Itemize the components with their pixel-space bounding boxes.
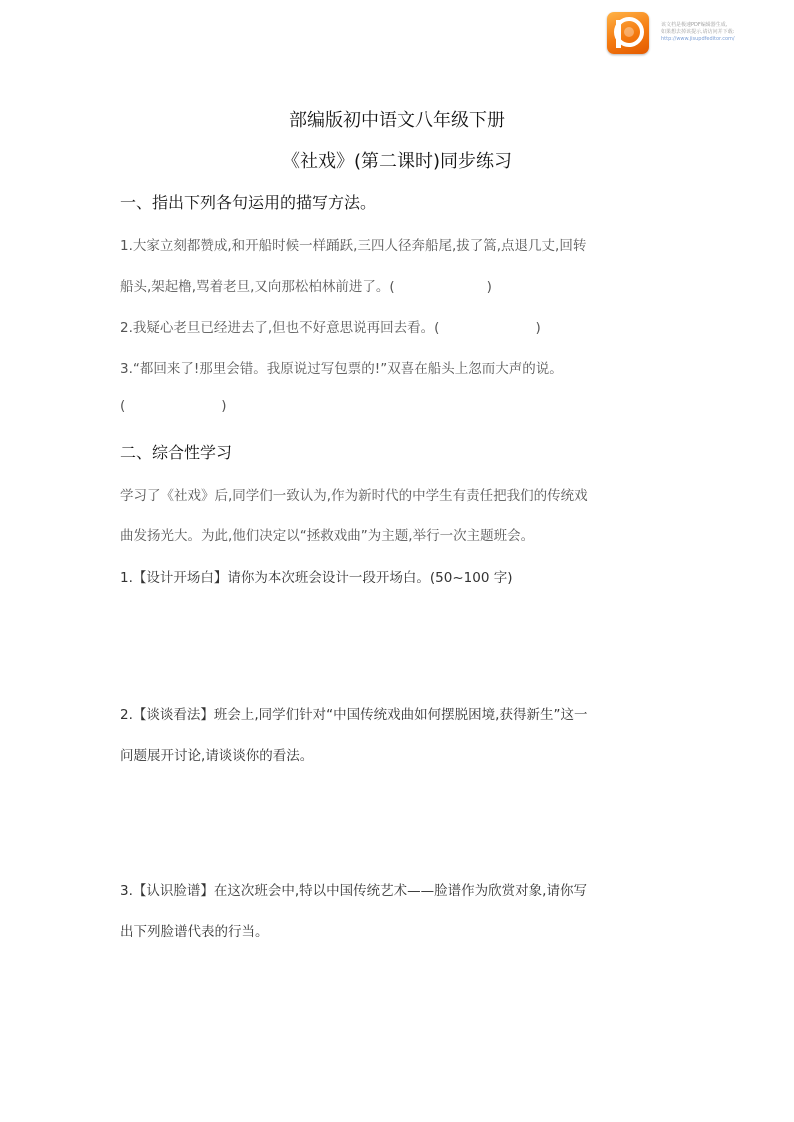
watermark-url[interactable]: http://www.jisupdfeditor.com/ [661, 36, 735, 42]
s1-question-3-line-2 [120, 398, 227, 414]
s2-question-3-line-1: 3.【认识脸谱】在这次班会中,特以中国传统艺术——脸谱作为欣赏对象,请你写 [120, 883, 587, 899]
watermark-line-1: 该文档是极速PDF编辑器生成, [661, 22, 728, 28]
pdf-editor-logo-icon [607, 12, 649, 54]
section-2-heading: 二、综合性学习 [120, 443, 233, 462]
s2-intro-line-2: 曲发扬光大。为此,他们决定以“拯救戏曲”为主题,举行一次主题班会。 [120, 528, 535, 544]
s1-question-2-close: ) [535, 320, 541, 336]
s2-question-2-line-2: 问题展开讨论,请谈谈你的看法。 [120, 748, 314, 764]
document-subtitle: 《社戏》(第二课时)同步练习 [281, 151, 513, 172]
s1-question-1-close: ) [486, 279, 492, 295]
s1-question-3-close: ) [221, 398, 227, 414]
s2-intro-line-1: 学习了《社戏》后,同学们一致认为,作为新时代的中学生有责任把我们的传统戏 [120, 488, 588, 504]
document-title: 部编版初中语文八年级下册 [289, 110, 505, 131]
s1-question-2 [120, 316, 541, 336]
s1-question-1-line-2 [120, 275, 492, 295]
s1-question-1-line-1: 1.大家立刻都赞成,和开船时候一样踊跃,三四人径奔船尾,拔了篙,点退几丈,回转 [120, 238, 587, 254]
section-1-heading: 一、指出下列各句运用的描写方法。 [120, 193, 377, 212]
s2-question-1: 1.【设计开场白】请你为本次班会设计一段开场白。(50~100 字) [120, 570, 513, 586]
s1-question-3-line-1: 3.“都回来了!那里会错。我原说过写包票的!”双喜在船头上忽而大声的说。 [120, 361, 563, 377]
s2-question-2-line-1: 2.【谈谈看法】班会上,同学们针对“中国传统戏曲如何摆脱困境,获得新生”这一 [120, 707, 588, 723]
s1-question-2-text: 2.我疑心老旦已经进去了,但也不好意思说再回去看。( [120, 320, 440, 336]
watermark-text [661, 22, 789, 43]
s1-question-3-open: ( [120, 398, 126, 414]
s1-question-1-text: 船头,架起橹,骂着老旦,又向那松柏林前进了。( [120, 279, 395, 295]
watermark-line-2: 如果想去掉该提示,请访问并下载: [661, 29, 735, 35]
s2-question-3-line-2: 出下列脸谱代表的行当。 [120, 924, 269, 940]
